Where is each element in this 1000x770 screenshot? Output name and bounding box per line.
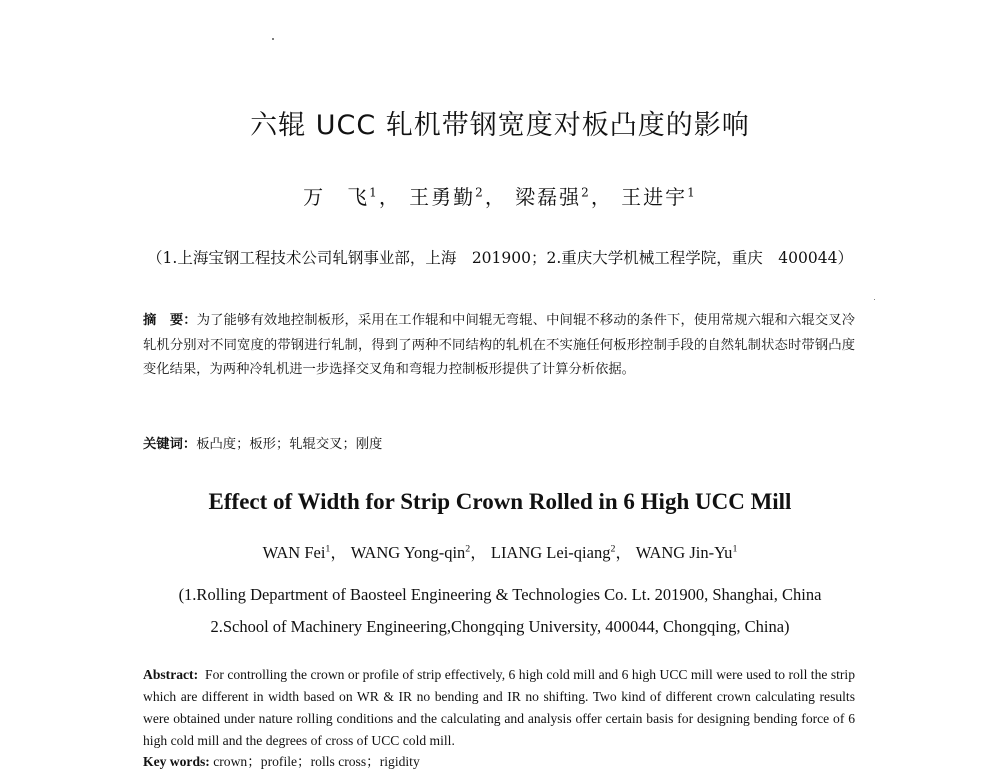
paper-title-en: Effect of Width for Strip Crown Rolled in 6 High UCC Mill [208,489,792,514]
keywords-en [143,750,855,770]
affiliation-en-line-1: (1.Rolling Department of Baosteel Engineering & Technologies Co. Lt. 201900, Shanghai, China [178,585,822,604]
author-list-en [0,539,1000,563]
abstract-text-cn: 为了能够有效地控制板形，采用在工作辊和中间辊无弯辊、中间辊不移动的条件下，使用常规六辊和六辊交叉冷轧机分别对不同宽度的带钢进行轧制，得到了两种不同结构的轧机在不实施任何板形控制手段的自然轧制状态时带钢凸度变化结果，为两种冷轧机进一步选择交叉角和弯辊力控制板形提供了计算分析依据。 [143,313,856,377]
author-list-cn [0,181,1000,210]
author-en: WAN Fei$^1$， [262,543,347,562]
abstract-en [143,664,855,752]
affiliation-cn: （1.上海宝钢工程技术公司轧钢事业部，上海 201900；2.重庆大学机械工程学院，重庆 400044） [147,249,853,267]
keywords-label-cn: 关键词： [143,437,197,452]
keywords-text-cn: 板凸度；板形；轧辊交叉；刚度 [196,437,383,452]
abstract-label-en: Abstract: [143,667,199,682]
author-en: WANG Jin-Yu$^1$ [635,543,738,562]
abstract-cn [143,309,855,383]
keywords-text-en: crown；profile；rolls cross；rigidity [213,754,420,769]
abstract-text-en: For controlling the crown or profile of strip effectively, 6 high cold mill and 6 high UCC mill were used to roll the strip which are different in width based on WR & IR no bending and IR no shifting. Two kind of different crown calculating results were obtained under nature rolling conditions and the calculating and analysis offer certain basis for designing bending force of 6 high cold mill and the degrees of cross of UCC cold mill. [143,667,856,748]
author-cn: 王勇勤$^2$， [409,185,507,209]
scan-speck [272,38,274,40]
scan-speck [874,299,875,300]
keywords-label-en: Key words: [143,754,210,769]
author-en: WANG Yong-qin$^2$， [350,543,487,562]
author-cn: 梁磊强$^2$， [515,185,613,209]
keywords-cn [143,433,855,452]
author-en: LIANG Lei-qiang$^2$， [490,543,632,562]
author-cn: 万 飞$^1$， [303,185,401,209]
paper-title-cn: 六辊 UCC 轧机带钢宽度对板凸度的影响 [250,110,750,141]
author-cn: 王进宇$^1$ [621,185,697,209]
abstract-label-cn: 摘 要： [143,313,197,328]
affiliation-en-line-2: 2.School of Machinery Engineering,Chongqing University, 400044, Chongqing, China) [210,617,790,636]
